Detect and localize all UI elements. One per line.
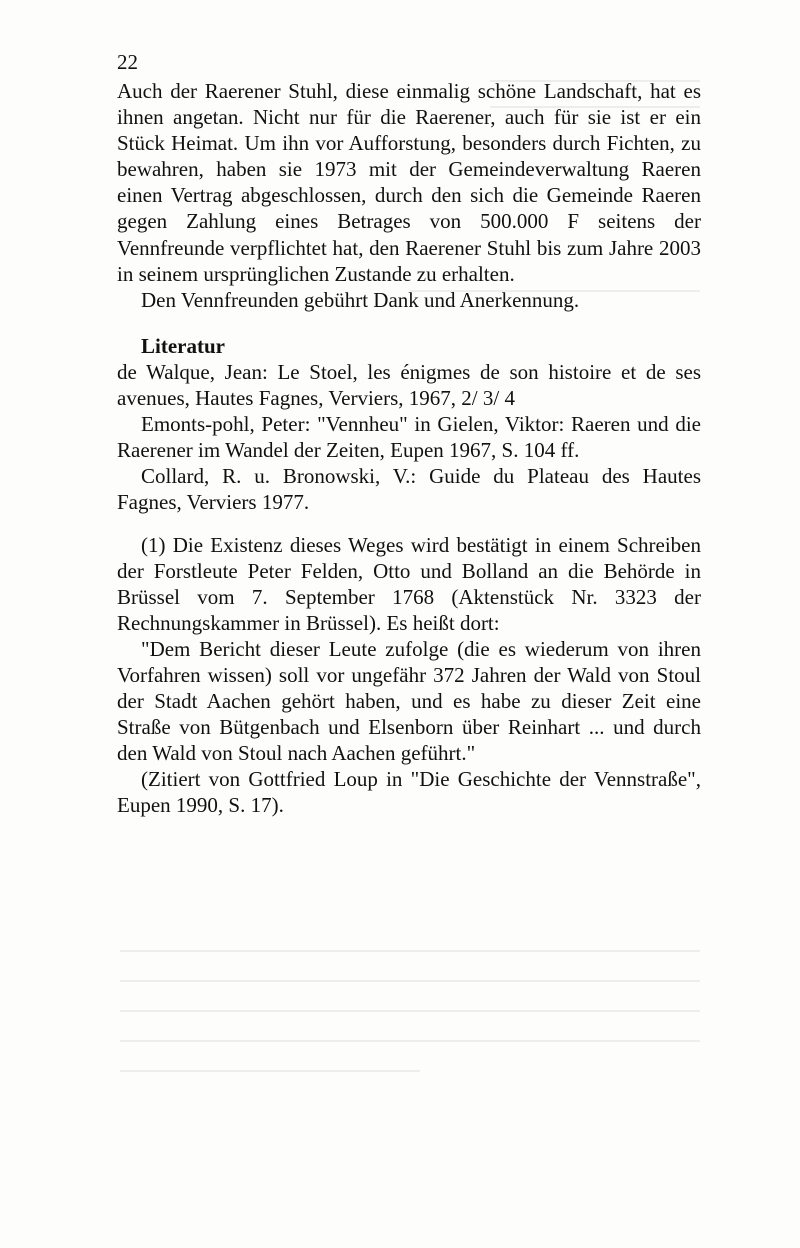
literature-entry: Collard, R. u. Bronowski, V.: Guide du Plateau des Hautes Fagnes, Verviers 1977. xyxy=(117,464,701,515)
literature-entry: de Walque, Jean: Le Stoel, les énigmes de son histoire et de ses avenues, Hautes Fagnes, Verviers, 1967, 2/ 3/ 4 xyxy=(117,359,701,411)
literature-heading: Literatur xyxy=(141,333,225,358)
footnote-citation: (Zitiert von Gottfried Loup in "Die Geschichte der Vennstraße", Eupen 1990, S. 17). xyxy=(117,767,701,818)
section-gap xyxy=(117,516,701,532)
footnote-quote: "Dem Bericht dieser Leute zufolge (die es wiederum von ihren Vorfahren wissen) soll vor ungefähr 372 Jahren der Wald von Stoul der Stadt Aachen gehört haben, und es habe zu dieser Zeit eine Straße von Bütgenbach und Elsenborn über Reinhart ... und durch den Wald von Stoul nach Aachen geführt." xyxy=(117,636,701,766)
page-number: 22 xyxy=(117,50,138,74)
body-paragraph-1: Auch der Raerener Stuhl, diese einmalig schöne Landschaft, hat es ihnen angetan. Nicht nur für die Raerener, auch für sie ist er ein Stück Heimat. Um ihn vor Aufforstung, besonders durch Fichten, zu bewahren, haben sie 1973 mit der Gemeindeverwaltung Raeren einen Vertrag abgeschlossen, durch den sich die Gemeinde Raeren gegen Zahlung eines Betrages von 500.000 F seitens der Vennfreunde verpflichtet hat, den Raerener Stuhl bis zum Jahre 2003 in seinem ursprünglichen Zustande zu erhalten. xyxy=(117,79,701,286)
footnote-paragraph: (1) Die Existenz dieses Weges wird bestätigt in einem Schreiben der Forstleute Peter Felden, Otto und Bolland an die Behörde in Brüssel vom 7. September 1768 (Aktenstück Nr. 3323 der Rechnungskammer in Brüssel). Es heißt dort: xyxy=(117,532,701,635)
page-body xyxy=(117,78,701,819)
body-paragraph-2: Den Vennfreunden gebührt Dank und Anerkennung. xyxy=(141,287,580,312)
literature-entry: Emonts-pohl, Peter: "Vennheu" in Gielen, Viktor: Raeren und die Raerener im Wandel der Zeiten, Eupen 1967, S. 104 ff. xyxy=(117,412,701,463)
